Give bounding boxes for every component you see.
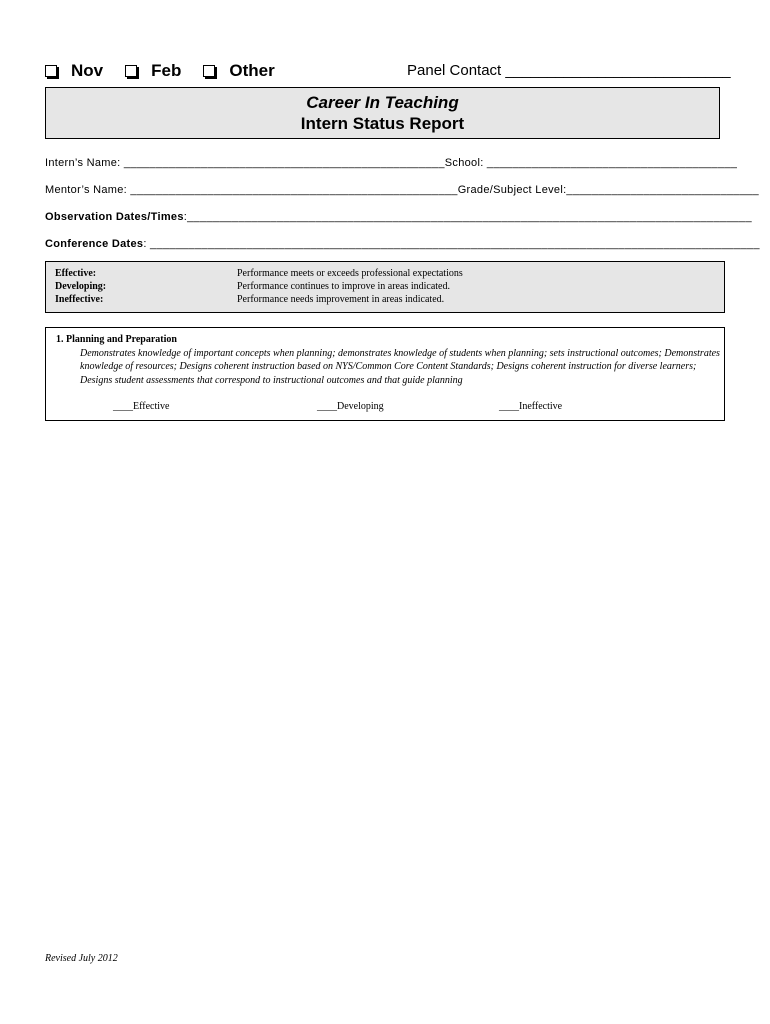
intern-name-school-field[interactable]: Intern’s Name: __________________________________________________School: _______________________________________ xyxy=(45,157,738,169)
planning-description: Demonstrates knowledge of important concepts when planning; demonstrates knowledge of students when planning; sets instructional outcomes; Demonstrates knowledge of resources; Designs coherent instruction based on NYS/Common Core Content Standards; Designs coherent instruction for diverse learners; Designs student assessments that correspond to instructional outcomes and that guide planning xyxy=(80,348,720,386)
legend-definition: Performance needs improvement in areas indicated. xyxy=(237,294,445,305)
rating-developing-option[interactable]: ____Developing xyxy=(317,401,384,412)
report-title: Intern Status Report xyxy=(300,114,465,133)
legend-term: Developing: xyxy=(55,281,107,292)
checkbox-nov-box[interactable] xyxy=(45,65,57,77)
planning-heading: 1. Planning and Preparation xyxy=(56,334,177,345)
planning-preparation-section xyxy=(45,327,725,421)
checkbox-nov[interactable] xyxy=(45,61,103,81)
legend-row-ineffective xyxy=(55,294,444,305)
checkbox-feb-box[interactable] xyxy=(125,65,137,77)
mentor-grade-field[interactable]: Mentor’s Name: ___________________________________________________Grade/Subject Level:______________________________ xyxy=(45,184,759,196)
observation-dates-label: Observation Dates/Times xyxy=(45,211,184,223)
legend-definition: Performance meets or exceeds professional expectations xyxy=(237,268,463,279)
legend-row-developing xyxy=(55,281,450,292)
conference-dates-label: Conference Dates xyxy=(45,238,144,250)
checkbox-feb[interactable] xyxy=(125,61,181,81)
observation-dates-field[interactable] xyxy=(45,211,752,223)
checkbox-nov-label: Nov xyxy=(71,61,104,80)
legend-term: Effective: xyxy=(55,268,97,279)
revision-note: Revised July 2012 xyxy=(45,953,118,964)
checkbox-other[interactable] xyxy=(203,61,274,81)
program-title: Career In Teaching xyxy=(306,93,459,112)
rating-ineffective-option[interactable]: ____Ineffective xyxy=(499,401,563,412)
checkbox-feb-label: Feb xyxy=(151,61,182,80)
checkbox-other-box[interactable] xyxy=(203,65,215,77)
legend-definition: Performance continues to improve in areas indicated. xyxy=(237,281,450,292)
period-checkbox-row xyxy=(45,60,297,82)
conference-dates-field[interactable] xyxy=(45,238,760,250)
conference-dates-line[interactable]: : _______________________________________________________________________________________________ xyxy=(143,238,760,250)
rating-legend xyxy=(45,261,725,313)
legend-row-effective xyxy=(55,268,463,279)
legend-term: Ineffective: xyxy=(55,294,104,305)
panel-contact-field[interactable]: Panel Contact ___________________________ xyxy=(407,62,731,79)
checkbox-other-label: Other xyxy=(229,61,275,80)
rating-effective-option[interactable]: ____Effective xyxy=(113,401,170,412)
observation-dates-line[interactable]: :________________________________________________________________________________________ xyxy=(183,211,752,223)
report-title-box xyxy=(45,87,720,139)
